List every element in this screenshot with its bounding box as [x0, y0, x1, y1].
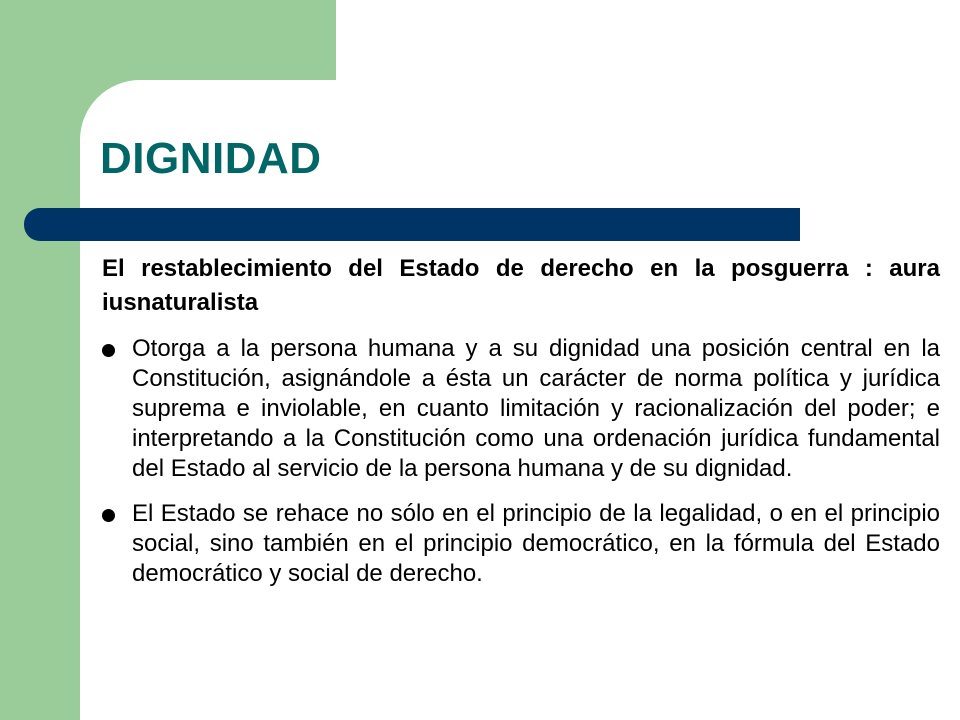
bullet-item	[102, 334, 940, 484]
intro-heading: El restablecimiento del Estado de derecho en la posguerra : aura iusnaturalista	[102, 255, 940, 316]
bullet-dot-icon	[102, 344, 115, 357]
bullet-text: El Estado se rehace no sólo en el principio de la legalidad, o en el principio social, sino también en el principio democrático, en la fórmula del Estado democrático y social de derecho.	[132, 500, 940, 587]
title-divider-bar	[24, 208, 800, 241]
bullet-item	[102, 499, 940, 589]
bullet-dot-icon	[102, 509, 115, 522]
bullet-text: Otorga a la persona humana y a su dignidad una posición central en la Constitución, asignándole a ésta un carácter de norma política y jurídica suprema e inviolable, en cuanto limitación y racionalización del poder; e interpretando a la Constitución como una ordenación jurídica fundamental del Estado al servicio de la persona humana y de su dignidad.	[132, 335, 940, 482]
bullet-list	[102, 334, 940, 589]
slide-body	[102, 252, 940, 604]
slide-title: DIGNIDAD	[100, 134, 322, 183]
